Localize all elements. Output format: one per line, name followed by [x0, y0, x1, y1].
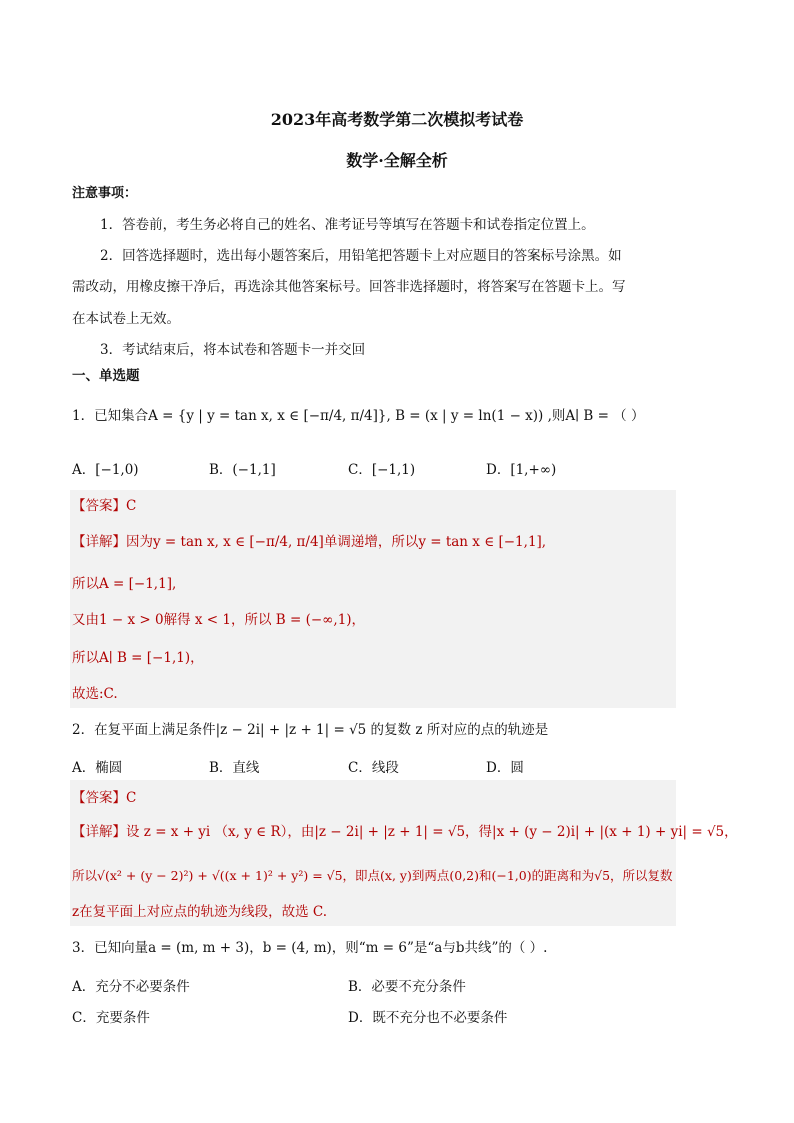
q1-detail-label: 【详解】 [72, 534, 126, 550]
notice-item: 3．考试结束后，将本试卷和答题卡一并交回 [100, 342, 366, 358]
q2-detail-text: 设 z = x + yi （x, y ∈ R），由|z − 2i| + |z + 1| = √5，得|x + (y − 2)i| + |(x + 1) + yi| = √5， [126, 824, 738, 840]
notice-item: 1．答卷前，考生务必将自己的姓名、准考证号等填写在答题卡和试卷指定位置上。 [100, 217, 595, 233]
q3-option-d: D．既不充分也不必要条件 [348, 1010, 508, 1026]
q1-option-a: A．[−1,0) [72, 462, 139, 478]
q2-option-c: C．线段 [348, 760, 399, 776]
q1-detail-line [72, 532, 546, 552]
q3-option-a: A．充分不必要条件 [72, 979, 190, 995]
q1-option-c: C．[−1,1) [348, 462, 416, 478]
q3-option-c: C．充要条件 [72, 1010, 150, 1026]
q1-option-b: B．(−1,1] [209, 462, 276, 478]
page-subtitle: 数学·全解全析 [346, 151, 448, 170]
q1-answer-box [70, 490, 676, 708]
question-1-stem: 1．已知集合A = {y | y = tan x, x ∈ [−π/4, π/4]}, B = (x | y = ln(1 − x)) ,则A∣ B = （ ） [72, 408, 645, 424]
q1-detail-line: 故选:C. [72, 686, 118, 702]
notice-item: 在本试卷上无效。 [72, 311, 180, 327]
q2-detail-line [72, 822, 738, 842]
q2-answer: 【答案】C [72, 790, 137, 806]
page-title: 2023年高考数学第二次模拟考试卷 [270, 110, 524, 129]
q3-option-b: B．必要不充分条件 [348, 979, 466, 995]
q1-option-d: D．[1,+∞) [486, 462, 557, 478]
q2-detail-label: 【详解】 [72, 824, 126, 840]
question-3-stem: 3．已知向量a = (m, m + 3)，b = (4, m)，则“m = 6”是“a与b共线”的（ ）. [72, 940, 548, 956]
q2-option-d: D．圆 [486, 760, 524, 776]
notice-item: 需改动，用橡皮擦干净后，再选涂其他答案标号。回答非选择题时，将答案写在答题卡上。写 [72, 279, 626, 295]
notice-item: 2．回答选择题时，选出每小题答案后，用铅笔把答题卡上对应题目的答案标号涂黑。如 [100, 248, 622, 264]
q1-detail-line: 所以A = [−1,1], [72, 576, 177, 592]
q2-option-a: A．椭圆 [72, 760, 123, 776]
q1-answer: 【答案】C [72, 498, 137, 514]
question-2-stem: 2．在复平面上满足条件|z − 2i| + |z + 1| = √5 的复数 z 所对应的点的轨迹是 [72, 722, 549, 738]
q2-detail-line: 所以√(x² + (y − 2)²) + √((x + 1)² + y²) = √5，即点(x, y)到两点(0,2)和(−1,0)的距离和为√5，所以复数 [72, 868, 673, 883]
q1-detail-line: 又由1 − x > 0解得 x < 1，所以 B = (−∞,1)， [72, 612, 366, 628]
section-title: 一、单选题 [72, 368, 140, 384]
q1-detail-line: 所以A∣ B = [−1,1)， [72, 650, 204, 666]
q2-detail-line: z在复平面上对应点的轨迹为线段，故选 C. [72, 904, 328, 920]
notice-heading: 注意事项： [72, 186, 138, 201]
q2-option-b: B．直线 [209, 760, 260, 776]
q1-detail-text: 因为y = tan x, x ∈ [−π/4, π/4]单调递增，所以y = tan x ∈ [−1,1], [126, 534, 547, 550]
